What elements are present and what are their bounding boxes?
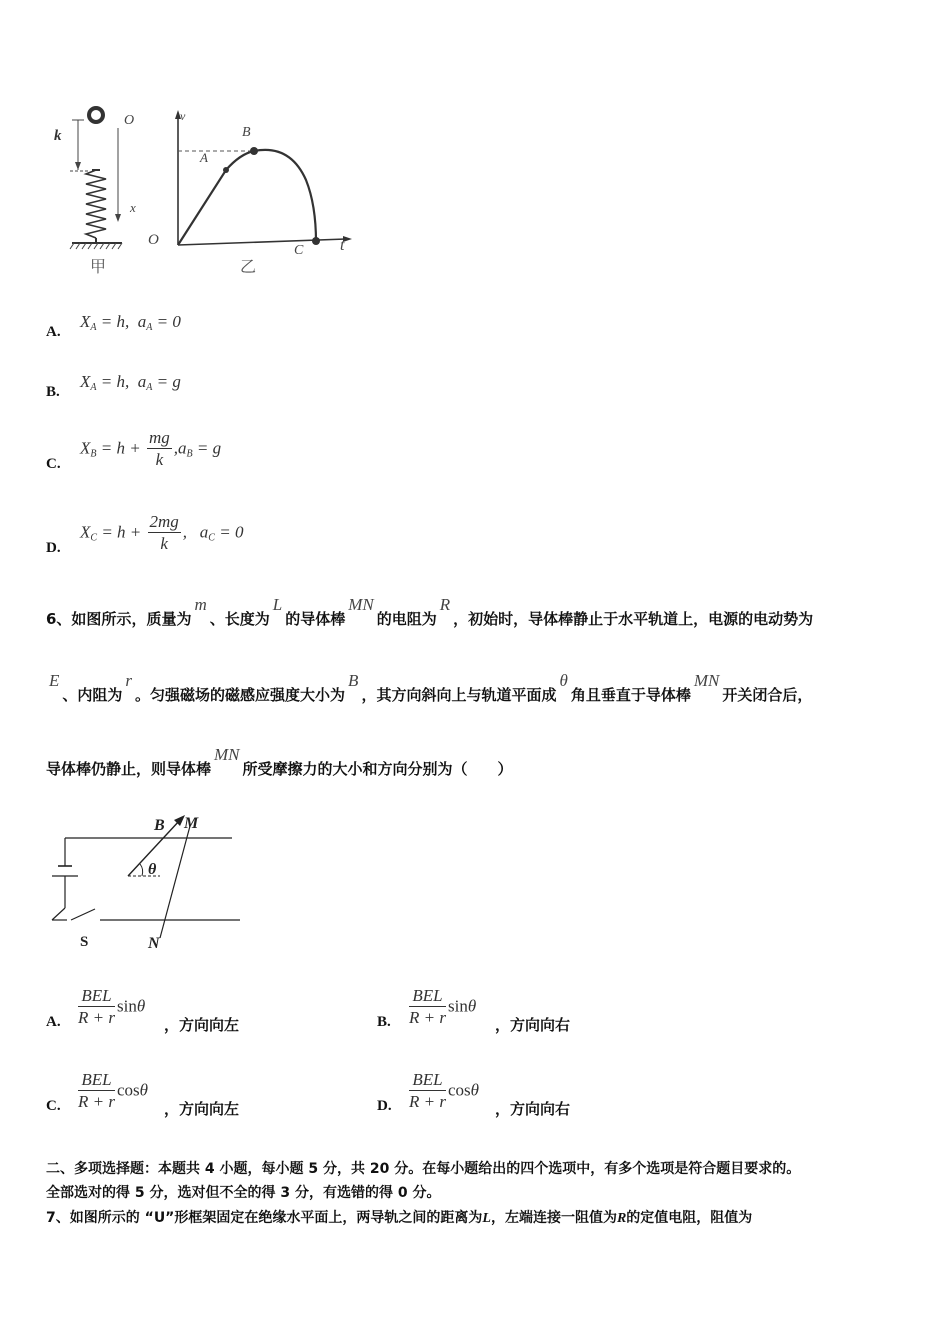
label-O-left: O	[124, 113, 135, 128]
option-direction: ，方向向左	[164, 1100, 240, 1118]
option-label: D.	[377, 1098, 392, 1114]
option-label: B.	[46, 384, 60, 400]
label-t-axis: t	[340, 237, 345, 254]
option-label: D.	[46, 540, 61, 556]
option-direction: ，方向向右	[495, 1016, 571, 1034]
option-label: A.	[46, 324, 61, 340]
option-formula: $\frac{\text{BEL}}{R + r}$ sinθ	[409, 986, 477, 1027]
q6-stem-line3: 导体棒仍静止，则导体棒MN所受摩擦力的大小和方向分别为（ ）	[46, 745, 513, 778]
section2-line1: 二、多项选择题：本题共 4 小题，每小题 5 分，共 20 分。在每小题给出的四个选项中，有多个选项是符合题目要求的。	[46, 1161, 801, 1177]
option-direction: ，方向向右	[495, 1100, 571, 1118]
vt-curve	[178, 150, 316, 245]
q7-stem: 7、如图所示的 “U”形框架固定在绝缘水平面上，两导轨之间的距离为L，左端连接一阻值为R的定值电阻，阻值为	[46, 1210, 753, 1226]
option-formula: $\frac{\text{BEL}}{R + r}$ cosθ	[409, 1070, 480, 1111]
option-formula: $X_A = h$, $a_A = g$	[80, 372, 181, 393]
label-yi: 乙	[240, 259, 257, 276]
rod-mn	[160, 826, 190, 938]
label-k: k	[54, 128, 62, 144]
option-direction: ，方向向左	[164, 1016, 240, 1034]
circuit-figure	[40, 808, 250, 956]
label-x-left: x	[130, 200, 136, 215]
option-formula: $X_B = h$ + $\frac{mg}{k}$ $,a_B = g$	[80, 428, 222, 469]
option-formula: $X_C = h$ + $\frac{2mg}{k}$ , $a_C = 0$	[80, 512, 244, 553]
option-formula: $\frac{\text{BEL}}{R + r}$ sinθ	[78, 986, 146, 1027]
spring-vt-figure	[40, 100, 370, 280]
option-label: A.	[46, 1014, 61, 1030]
option-label: B.	[377, 1014, 391, 1030]
q6-stem-line1: 6、如图所示，质量为m、长度为L的导体棒MN的电阻为R，初始时，导体棒静止于水平轨道上，电源的电动势为	[46, 595, 814, 628]
label-B-field: B	[154, 817, 165, 834]
section2-line2: 全部选对的得 5 分，选对但不全的得 3 分，有选错的得 0 分。	[46, 1185, 441, 1201]
label-M: M	[184, 815, 199, 832]
label-B: B	[242, 125, 251, 140]
option-formula: $\frac{\text{BEL}}{R + r}$ cosθ	[78, 1070, 149, 1111]
label-O-graph: O	[148, 232, 159, 248]
label-theta: θ	[148, 861, 157, 878]
label-A: A	[200, 150, 208, 165]
label-jia: 甲	[90, 259, 107, 276]
option-label: C.	[46, 456, 61, 472]
option-formula: $X_A = h$, $a_A = 0$	[80, 312, 181, 333]
q6-stem-line2: E、内阻为r。匀强磁场的磁感应强度大小为B，其方向斜向上与轨道平面成θ角且垂直于导体棒MN开关闭合后，	[49, 671, 813, 704]
label-N: N	[148, 935, 160, 952]
label-v-axis: v	[180, 109, 186, 123]
ball-icon	[89, 108, 103, 122]
option-label: C.	[46, 1098, 61, 1114]
label-C: C	[294, 243, 304, 258]
spring	[86, 170, 106, 238]
label-S: S	[80, 934, 89, 950]
